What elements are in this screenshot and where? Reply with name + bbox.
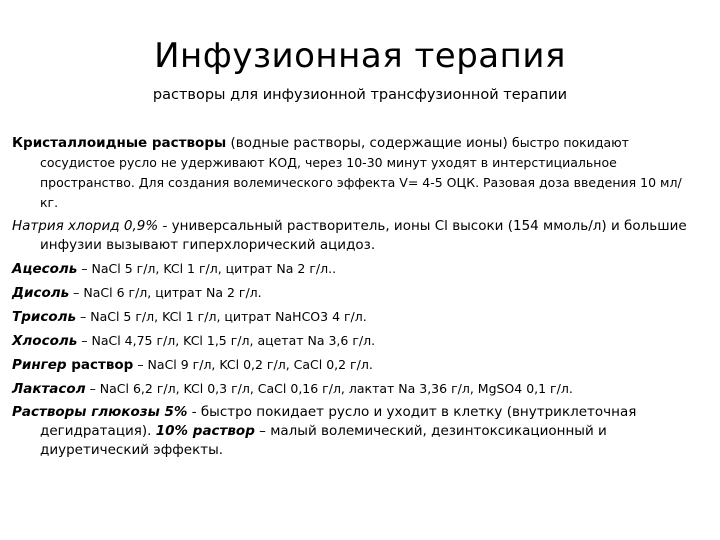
paragraph-acesol: [12, 259, 696, 279]
term-chlosol: Хлосоль: [12, 333, 78, 349]
paragraph-text: – NaCl 6 г/л, цитрат Na 2 г/л.: [69, 285, 262, 300]
term-ringer-solution: раствор: [66, 357, 134, 373]
term-glucose-10: 10% раствор: [155, 423, 255, 439]
term-lactasol: Лактасол: [12, 381, 86, 397]
paragraph-glucose: [12, 403, 696, 460]
slide-body: [12, 133, 696, 464]
paragraph-text: - быстро покидает русло и уходит в клетку (внутриклеточная дегидратация).: [40, 404, 637, 439]
paragraph-text: – NaCl 5 г/л, KCl 1 г/л, цитрат Na 2 г/л..: [77, 261, 337, 276]
paragraph-text: – NaCl 4,75 г/л, KCl 1,5 г/л, ацетат Na 3,6 г/л.: [77, 333, 376, 348]
term-sodium-chloride: Натрия хлорид 0,9%: [12, 218, 159, 234]
paragraph-text: быстро покидают сосудистое русло не удерживают КОД, через 10-30 минут уходят в интерстициальное пространство. Для создания волемического эффекта V= 4-5 ОЦК. Разовая доза введения 10 мл/кг.: [40, 135, 682, 210]
paragraph-text: (водные растворы, содержащие ионы): [226, 135, 513, 151]
paragraph-chlosol: [12, 331, 696, 351]
slide-title: Инфузионная терапия: [154, 36, 566, 76]
paragraph-crystalloids: [12, 133, 696, 213]
paragraph-sodium-chloride: [12, 217, 696, 255]
paragraph-text: – NaCl 6,2 г/л, KCl 0,3 г/л, CaCl 0,16 г/л, лактат Na 3,36 г/л, MgSO4 0,1 г/л.: [85, 381, 573, 396]
paragraph-text: – NaCl 9 г/л, KCl 0,2 г/л, CaCl 0,2 г/л.: [133, 357, 373, 372]
slide-subtitle: растворы для инфузионной трансфузионной терапии: [152, 87, 568, 103]
term-trisol: Трисоль: [12, 309, 77, 325]
paragraph-text: - универсальный растворитель, ионы Cl высоки (154 ммоль/л) и большие инфузии вызывают гиперхлорический ацидоз.: [40, 218, 687, 253]
term-crystalloids: Кристаллоидные растворы: [12, 135, 227, 151]
term-ringer: Рингер: [12, 357, 67, 373]
paragraph-trisol: [12, 307, 696, 327]
paragraph-lactasol: [12, 379, 696, 399]
term-glucose: Растворы глюкозы 5%: [12, 404, 188, 420]
term-acesol: Ацесоль: [12, 261, 78, 277]
paragraph-ringer: [12, 355, 696, 375]
term-disol: Дисоль: [12, 285, 70, 301]
paragraph-disol: [12, 283, 696, 303]
paragraph-text: – малый волемический, дезинтоксикационный и диуретический эффекты.: [40, 423, 607, 458]
paragraph-text: – NaCl 5 г/л, KCl 1 г/л, цитрат NaHCO3 4 г/л.: [76, 309, 367, 324]
